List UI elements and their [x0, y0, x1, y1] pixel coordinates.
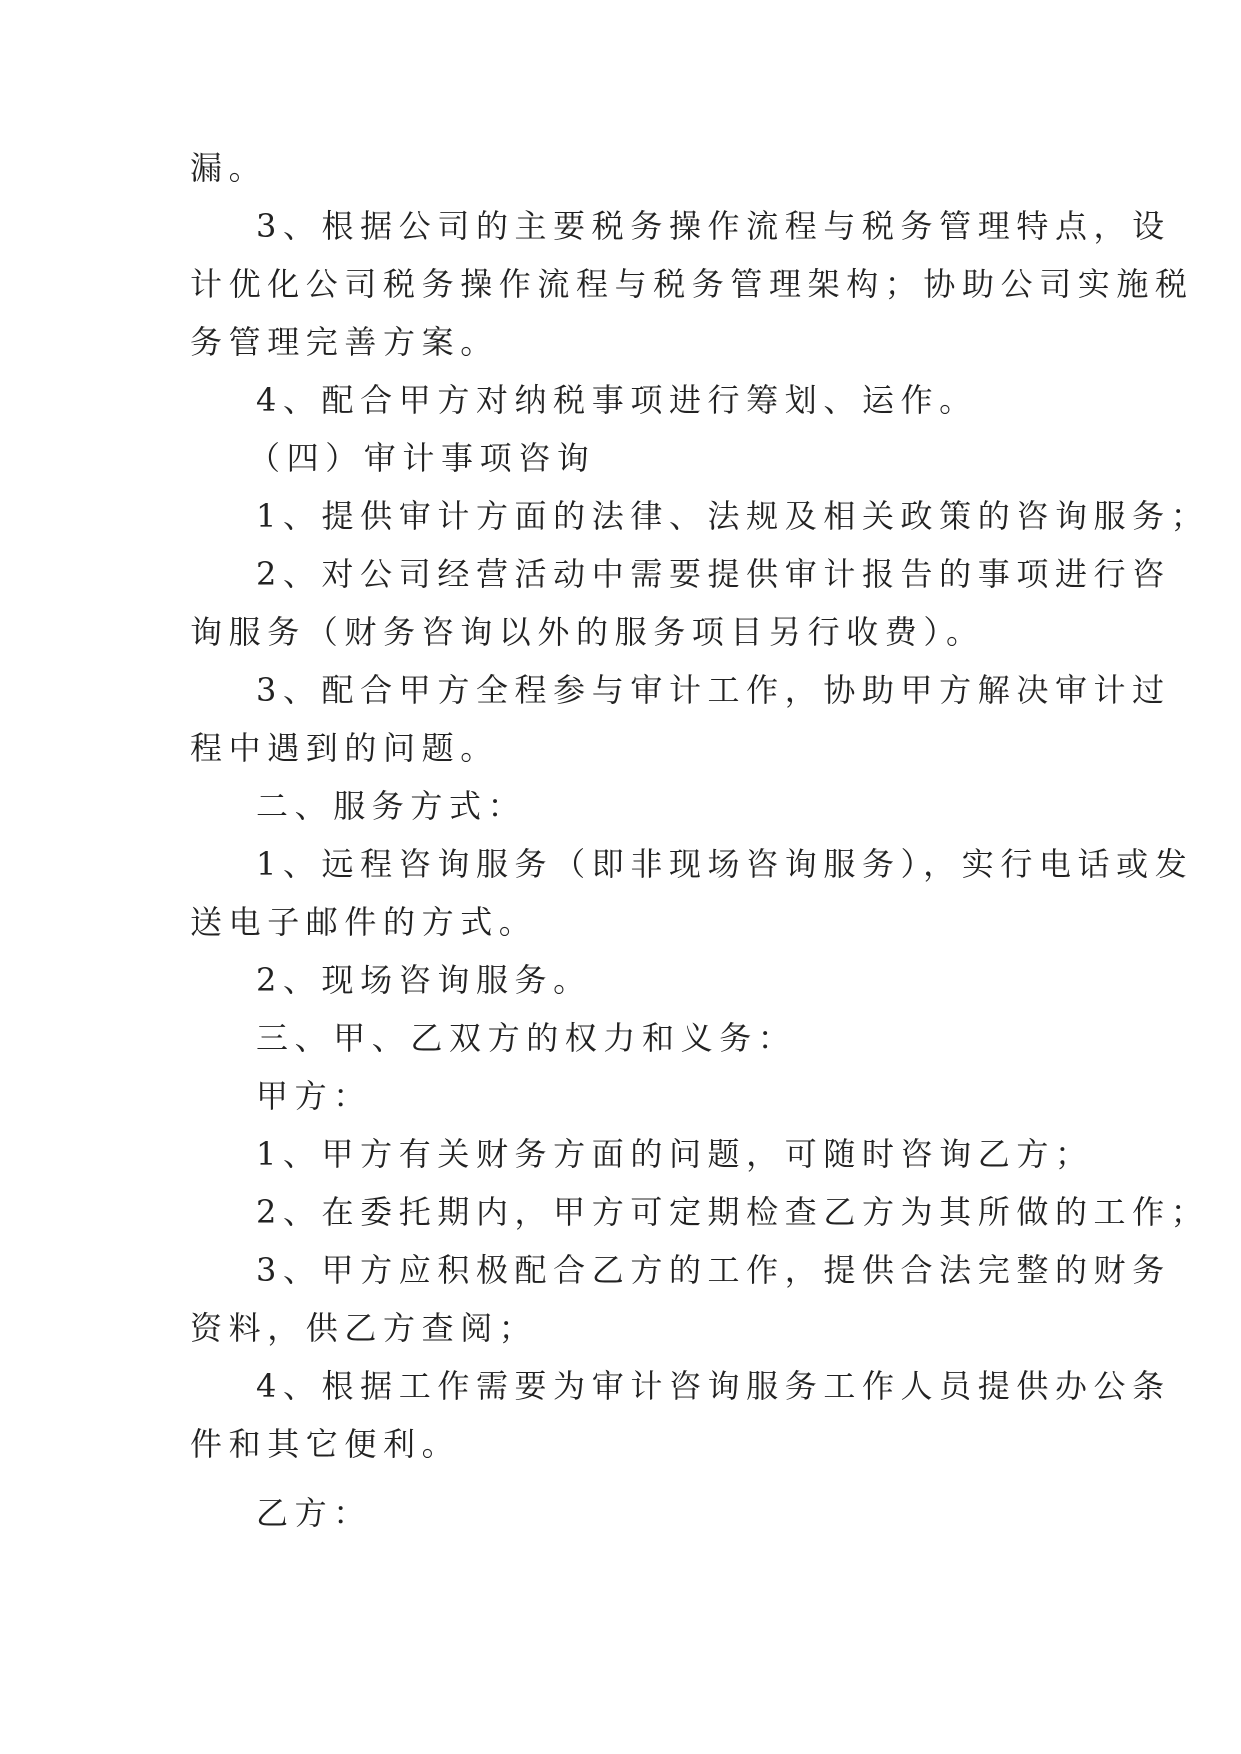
text-line: 件和其它便利。 [190, 1425, 461, 1463]
text-line: 1、甲方有关财务方面的问题，可随时咨询乙方； [256, 1135, 1094, 1173]
section-heading: 二、服务方式： [256, 787, 527, 825]
text-line: 程中遇到的问题。 [190, 729, 499, 767]
text-line: 2、对公司经营活动中需要提供审计报告的事项进行咨 [256, 555, 1171, 593]
text-line: 1、提供审计方面的法律、法规及相关政策的咨询服务； [256, 497, 1210, 535]
text-line: 3、配合甲方全程参与审计工作，协助甲方解决审计过 [256, 671, 1171, 709]
text-line: 资料，供乙方查阅； [190, 1309, 538, 1347]
text-line: 3、根据公司的主要税务操作流程与税务管理特点，设 [256, 207, 1171, 245]
text-line: 漏。 [190, 149, 268, 187]
text-line: 计优化公司税务操作流程与税务管理架构；协助公司实施税 [190, 265, 1194, 303]
text-line: 询服务（财务咨询以外的服务项目另行收费）。 [190, 613, 985, 651]
party-heading: 乙方： [256, 1494, 372, 1532]
section-heading: 三、甲、乙双方的权力和义务： [256, 1019, 797, 1057]
text-line: 送电子邮件的方式。 [190, 903, 538, 941]
text-line: 务管理完善方案。 [190, 323, 499, 361]
section-heading: （四）审计事项咨询 [248, 439, 596, 477]
text-line: 2、在委托期内，甲方可定期检查乙方为其所做的工作； [256, 1193, 1210, 1231]
text-line: 3、甲方应积极配合乙方的工作，提供合法完整的财务 [256, 1251, 1171, 1289]
text-line: 4、配合甲方对纳税事项进行筹划、运作。 [256, 381, 978, 419]
text-line: 2、现场咨询服务。 [256, 961, 592, 999]
party-heading: 甲方： [256, 1077, 372, 1115]
text-line: 1、远程咨询服务（即非现场咨询服务），实行电话或发 [256, 845, 1194, 883]
text-line: 4、根据工作需要为审计咨询服务工作人员提供办公条 [256, 1367, 1171, 1405]
